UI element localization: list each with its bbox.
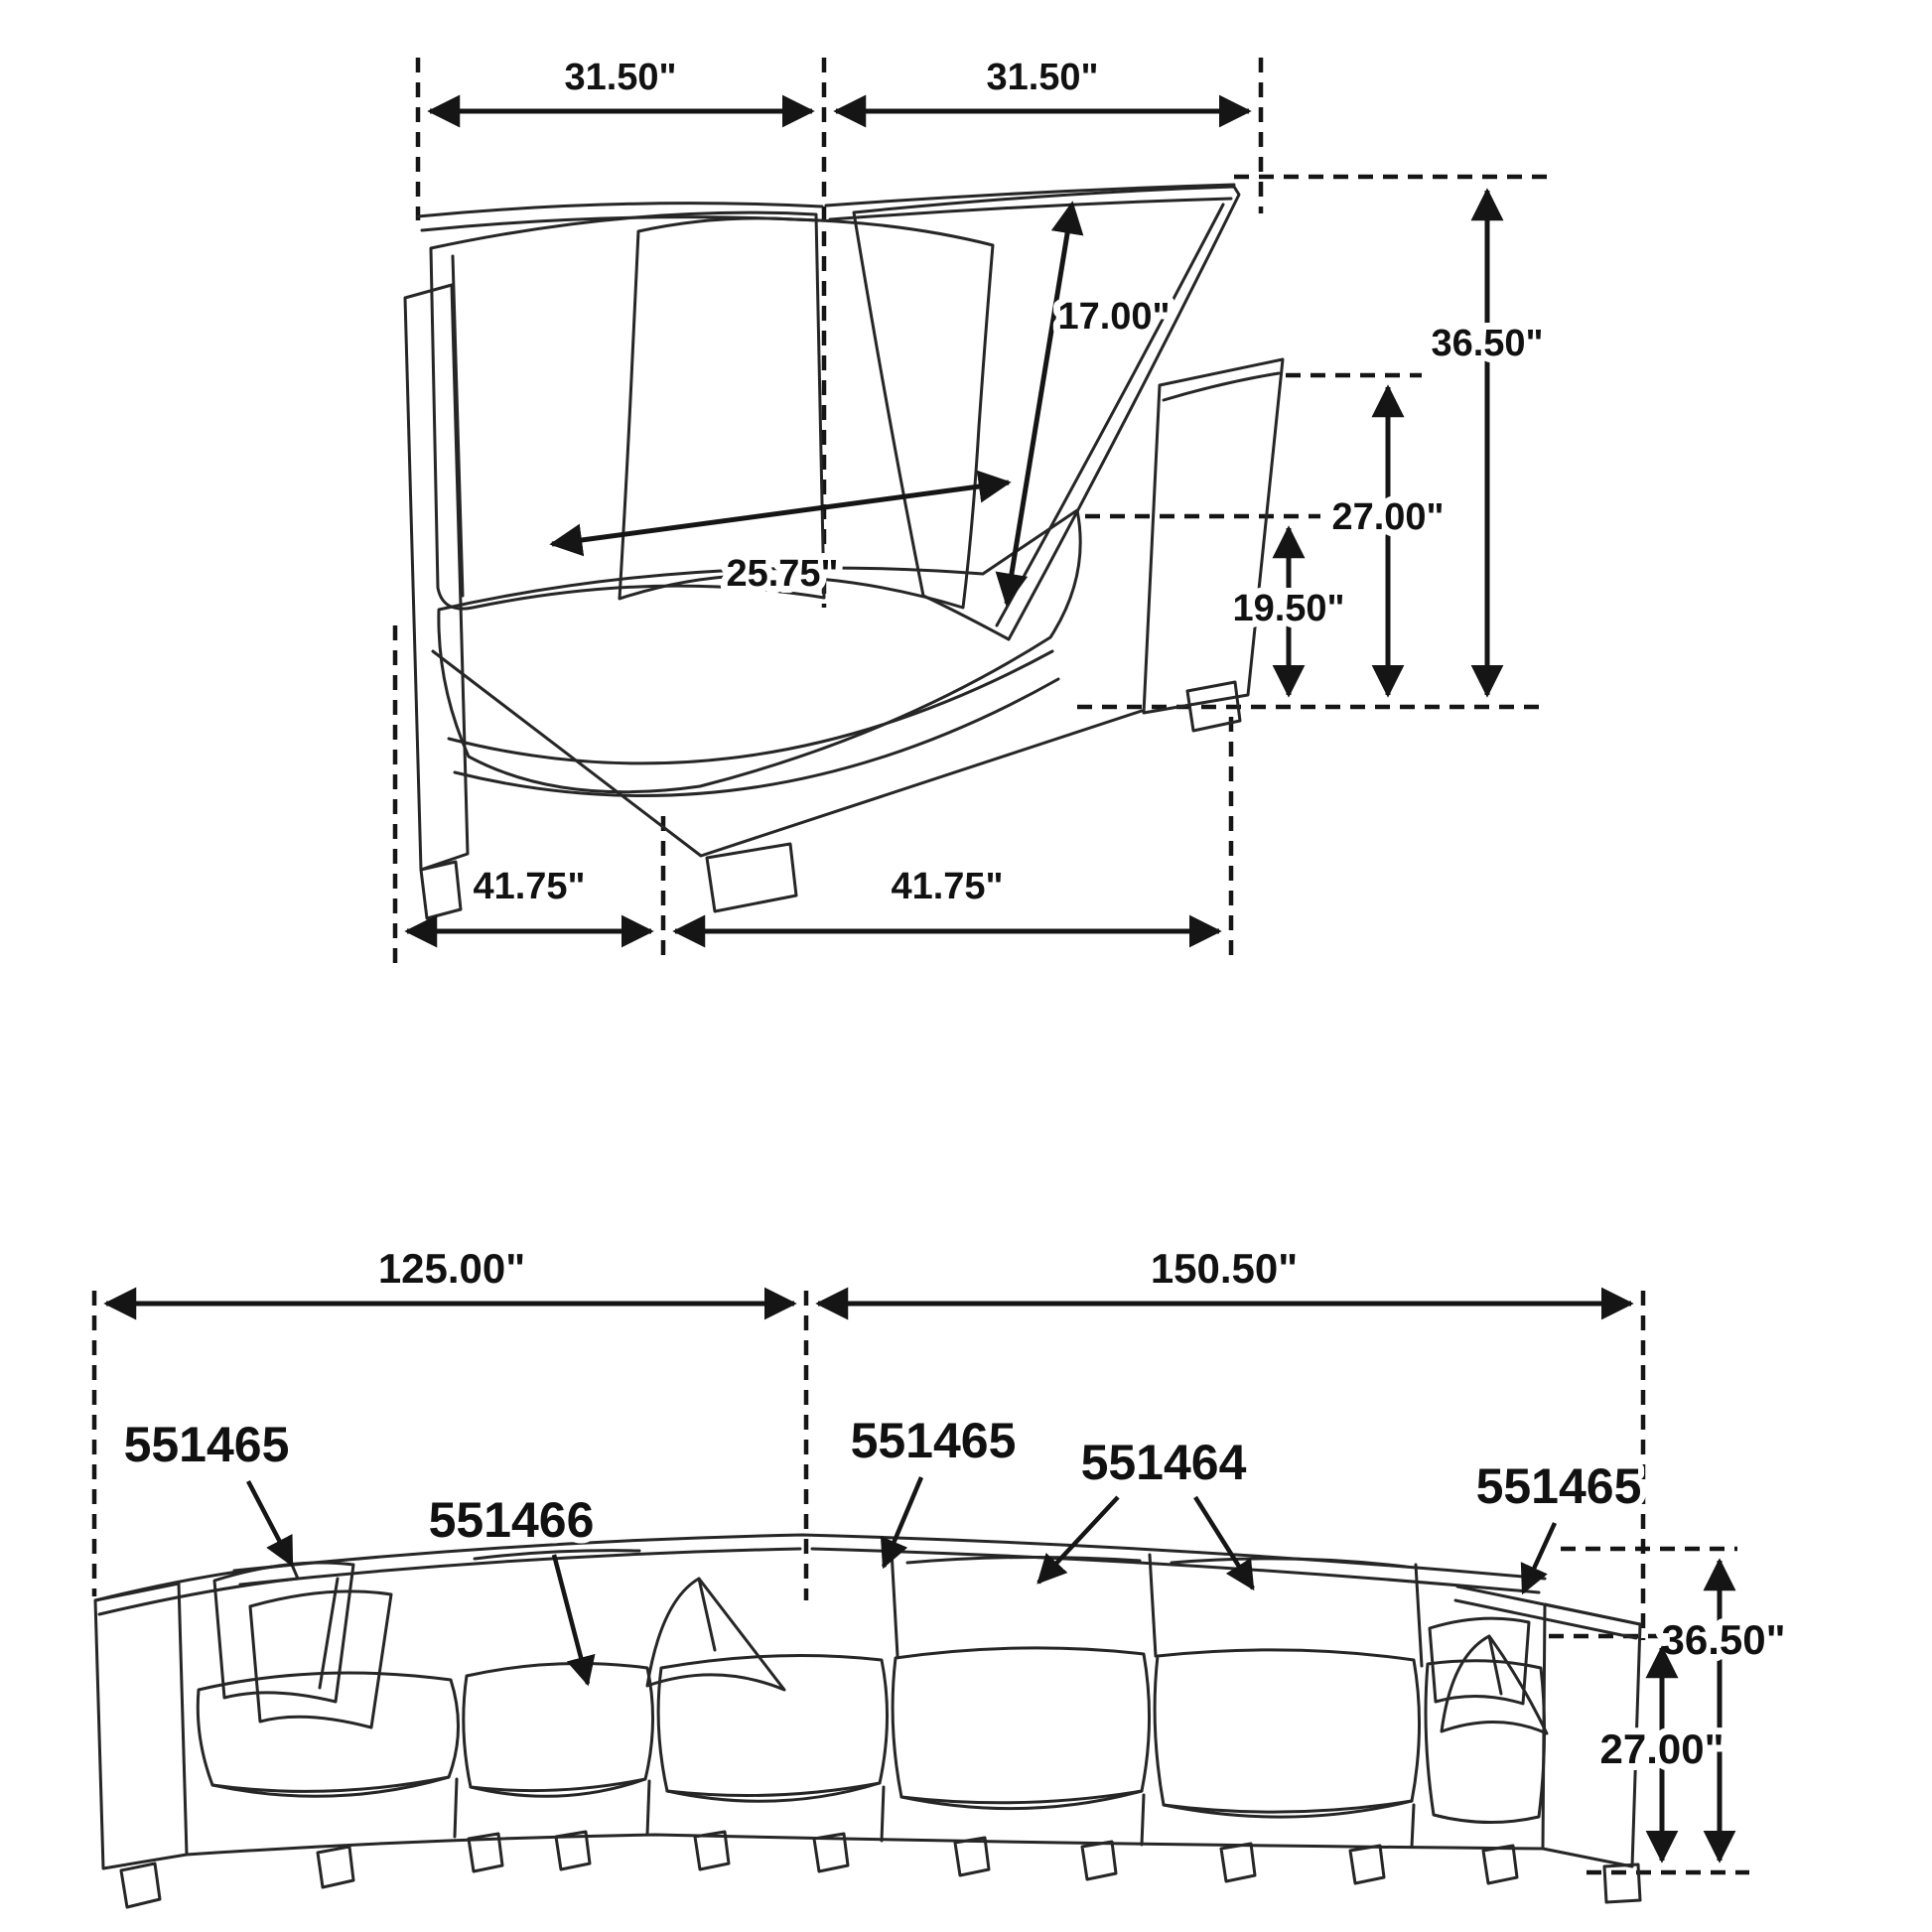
- sku-arrow-left-arm-chair: [248, 1481, 292, 1565]
- back-cushion-left: [431, 212, 824, 609]
- back-seam-2: [1150, 1555, 1156, 1656]
- bottom-diagram: [94, 1245, 1786, 1907]
- back-cushion-right: [854, 187, 1239, 639]
- back-frame-foot: [421, 862, 461, 918]
- sku-label-right-arm-chair: 551465: [1475, 1458, 1642, 1514]
- base-bottom-edge: [433, 651, 1142, 856]
- sku-label-armless-chair: 551466: [428, 1492, 595, 1548]
- sectional-art: [95, 1535, 1640, 1907]
- dim-label-arm-height: 27.00": [1331, 496, 1445, 538]
- dim-label-left-run: 125.00": [377, 1245, 526, 1292]
- back-seam-3: [1416, 1565, 1422, 1666]
- right-accent-pillow: [1442, 1636, 1547, 1733]
- front-foot: [707, 844, 796, 911]
- seat-6: [1426, 1661, 1545, 1823]
- left-chair-pillow-front: [250, 1591, 391, 1727]
- dim-label-back-width-left: 31.50": [564, 57, 677, 98]
- dim-label-base-depth-left: 41.75": [473, 866, 586, 907]
- dim-label-back-width-right: 31.50": [986, 57, 1099, 98]
- seat-2-roll: [471, 1779, 645, 1796]
- right-arm-panel: [1144, 359, 1283, 713]
- corner-accent-pillow: [647, 1579, 784, 1690]
- seat-3-roll: [667, 1783, 880, 1801]
- seat-1-roll: [212, 1777, 449, 1796]
- corner-module-art: [405, 185, 1283, 918]
- sku-label-left-arm-chair: 551465: [123, 1417, 290, 1472]
- dim-label-right-run: 150.50": [1150, 1245, 1299, 1292]
- sku-label-corner-chair: 551465: [850, 1413, 1017, 1468]
- seat-2: [464, 1664, 653, 1791]
- sku-arrow-armless-right-1: [1038, 1497, 1118, 1583]
- right-arm-top-band: [1164, 373, 1279, 400]
- back-cushion-right-seam: [997, 205, 1223, 625]
- dim-back-cushion-length: [1007, 204, 1072, 604]
- left-chair-pillow-seam: [320, 1579, 338, 1688]
- dim-label-overall-height: 36.50": [1431, 323, 1544, 364]
- back-top-edge-left: [418, 204, 822, 216]
- dim-label-seat-depth: 25.75": [726, 553, 839, 595]
- sku-arrow-right-arm-chair: [1523, 1523, 1555, 1592]
- seat-roll-line-1: [449, 651, 1052, 763]
- dim-label-seat-height: 19.50": [1232, 588, 1345, 629]
- seat-5: [1155, 1650, 1419, 1812]
- sectional-back-band-right: [812, 1549, 1539, 1592]
- dim-label-sectional-overall-height: 36.50": [1661, 1616, 1786, 1663]
- sku-label-armless-chairs-right: 551464: [1080, 1435, 1247, 1490]
- extension-lines-bottom: [94, 1291, 1749, 1872]
- dim-label-sectional-arm-height: 27.00": [1599, 1725, 1725, 1772]
- dim-seat-depth: [552, 483, 1009, 544]
- sku-callouts: [124, 1413, 1642, 1684]
- seat-4: [893, 1648, 1149, 1803]
- sectional-bottom-edge: [187, 1835, 1543, 1855]
- left-arm-top-band: [95, 1565, 298, 1614]
- dim-label-base-width-front: 41.75": [891, 866, 1004, 907]
- accent-pillow: [620, 218, 993, 608]
- seat-1: [198, 1673, 458, 1791]
- back-seam-1: [892, 1551, 897, 1656]
- sku-arrow-armless-right-2: [1195, 1497, 1253, 1588]
- top-diagram: [395, 57, 1549, 965]
- dim-label-back-cushion-length: 17.00": [1057, 296, 1171, 338]
- left-arm-panel: [95, 1584, 187, 1868]
